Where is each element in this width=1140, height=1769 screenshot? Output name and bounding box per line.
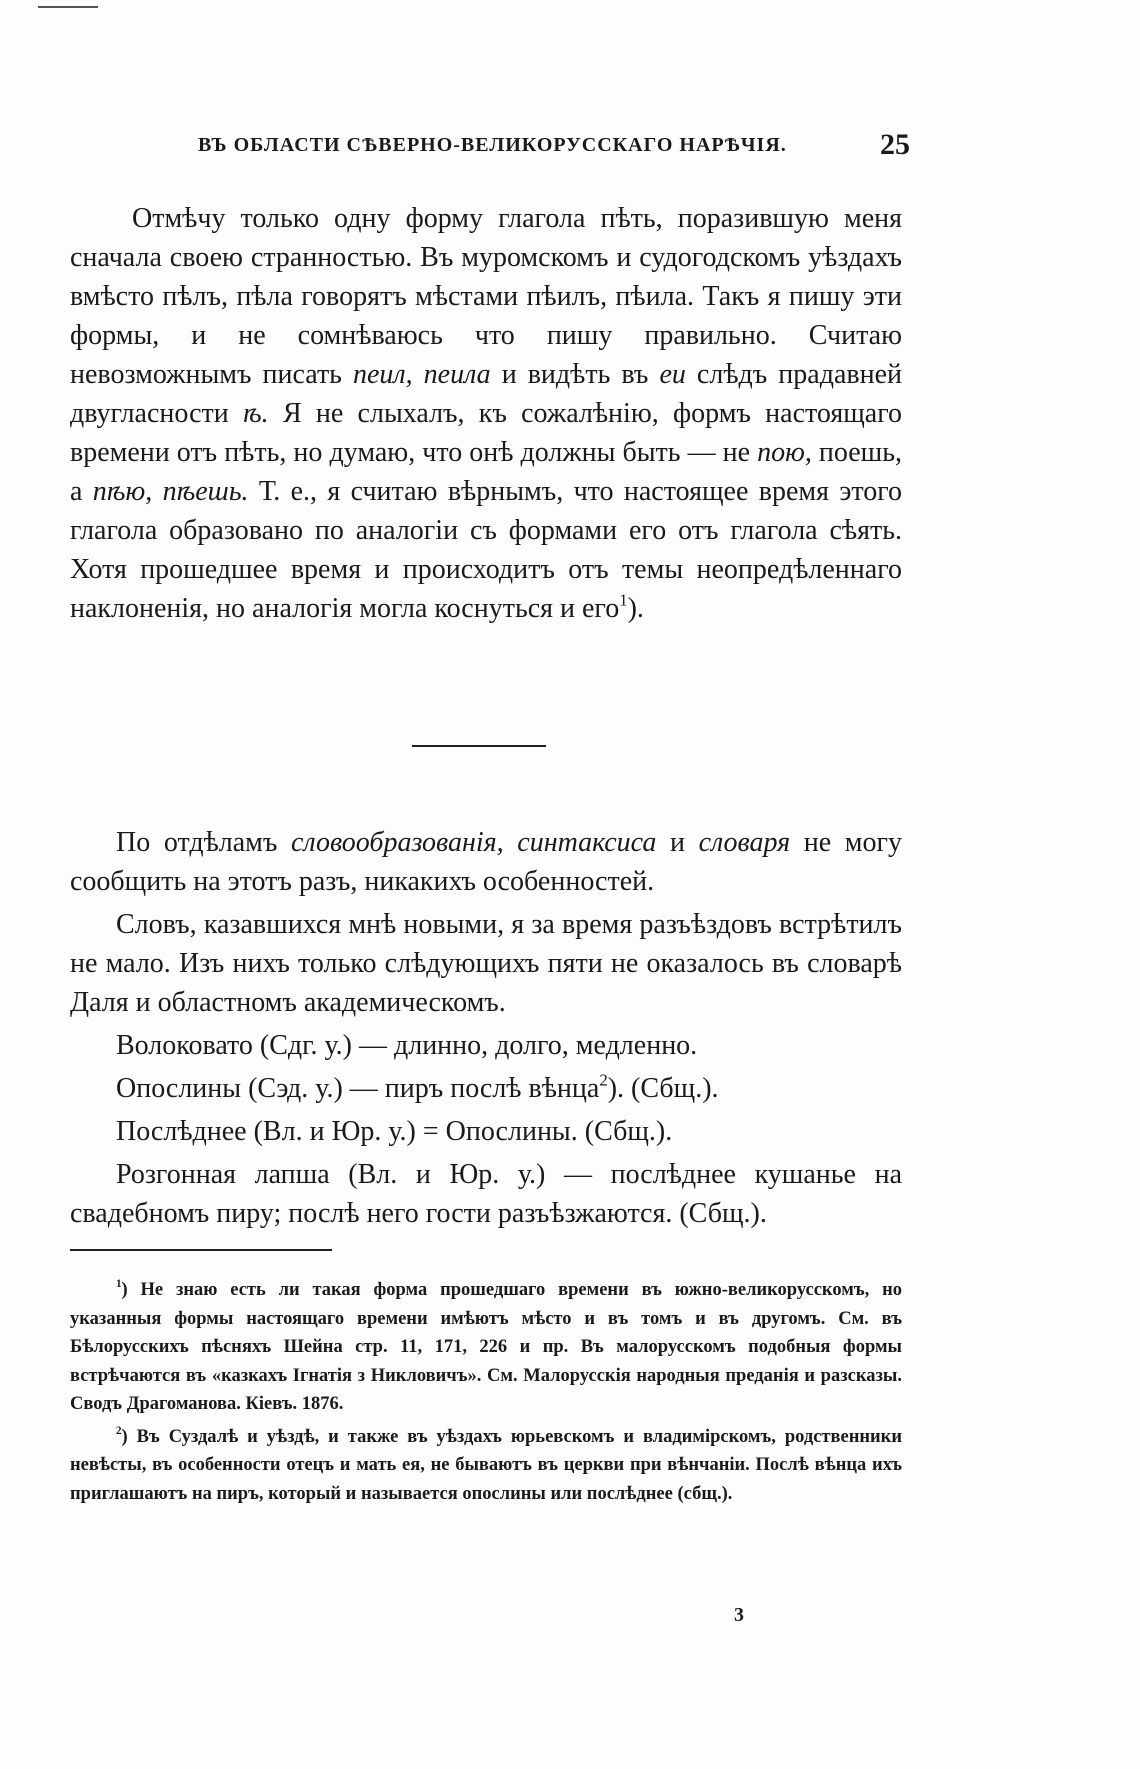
footnote-ref-2[interactable]: 2 [599,1070,608,1090]
glossary-entry [70,1069,902,1108]
paragraph-intro [70,823,902,901]
italic-run: пою, [757,437,812,468]
glossary-entry: Послѣднее (Вл. и Юр. у.) = Опослины. (Сбщ.). [116,1116,673,1147]
italic-run: словообразованія, синтаксиса [291,827,657,858]
footnote-mark: 2 [116,1424,122,1437]
paragraph-text [70,199,902,628]
footnote-2 [70,1423,902,1509]
text-run: поешь, а [70,437,902,507]
text-run: Т. е., я считаю вѣрнымъ, что настоящее время этого глагола образовано по аналогіи съ формами его отъ глагола сѣять. Хотя прошедшее время и происходитъ отъ темы неопредѣленнаго наклоненія, но аналогія могла коснуться и его [70,476,903,624]
running-head [198,128,910,174]
section-divider [412,745,546,747]
glossary-entry: Розгонная лапша (Вл. и Юр. у.) — послѣднее кушанье на свадебномъ пиру; послѣ него гости разъѣзжаются. (Сбщ.). [70,1159,902,1229]
text-run: Отмѣчу только одну форму глагола пѣть, поразившую меня сначала своею странностью. Въ муромскомъ и судогодскомъ уѣздахъ вмѣсто пѣлъ, пѣла говорятъ мѣстами пѣилъ, пѣила. Такъ я пишу эти формы, и не сомнѣваюсь что пишу правильно. Считаю невозможнымъ писать [70,203,902,390]
italic-run: пѣю, пѣешь. [92,476,249,507]
text-run: Я не слыхалъ, къ сожалѣнію, формъ настоящаго времени отъ пѣть, но думаю, что онѣ должны быть — не [70,398,902,468]
running-title: ВЪ ОБЛАСТИ СѢВЕРНО-ВЕЛИКОРУССКАГО НАРѢЧІЯ. [198,134,787,156]
paragraph-words: Словъ, казавшихся мнѣ новыми, я за время разъѣздовъ встрѣтилъ не мало. Изъ нихъ только слѣдующихъ пяти не оказалось въ словарѣ Даля и областномъ академическомъ. [70,909,902,1018]
footnote-mark: 1 [116,1278,122,1291]
footnote-1 [70,1276,902,1419]
text-run: и [656,827,699,858]
section-vocabulary [70,823,902,1233]
text-run: ). (Сбщ.). [607,1073,719,1104]
text-run: и видѣть въ [490,359,660,390]
text-run: Опослины (Сэд. у.) — пиръ послѣ вѣнца [116,1073,600,1104]
paragraph-verb-forms [70,199,902,628]
italic-run: словаря [698,827,791,858]
text-run: слѣдъ прадавней двугласности [70,359,902,429]
page-number: 25 [880,128,910,161]
footnote-text: ) Не знаю есть ли такая форма прошедшаго времени въ южно-великорусскомъ, но указанныя формы настоящаго времени имѣютъ мѣсто и въ томъ и въ другомъ. См. въ Бѣлорусскихъ пѣсняхъ Шейна стр. 11, 171, 226 и пр. Въ малорусскомъ подобныя формы встрѣчаются въ «казкахъ Ігнатія з Никловичъ». См. Малорусскія народныя преданія и разсказы. Сводъ Драгоманова. Кіевъ. 1876. [70,1280,902,1414]
footnote-ref-1[interactable]: 1 [619,590,628,610]
italic-run: пеил, пеила [353,359,491,390]
text-run: По отдѣламъ [116,827,291,858]
italic-run: ѣ. [243,398,269,429]
text-run: ). [627,593,644,624]
glossary-entry: Волоковато (Сдг. у.) — длинно, долго, медленно. [116,1030,698,1061]
footnote-rule [70,1249,332,1251]
corner-rule [38,6,98,8]
footnotes [70,1276,902,1512]
footnote-text: ) Въ Суздалѣ и уѣздѣ, и также въ уѣздахъ юрьевскомъ и владимірскомъ, родственники невѣсты, въ особенности отецъ и мать ея, не бываютъ въ церкви при вѣнчаніи. Послѣ вѣнца ихъ приглашаютъ на пиръ, который и называется опослины или послѣднее (сбщ.). [70,1426,902,1504]
text-run: не могу сообщить на этотъ разъ, никакихъ особенностей. [70,827,902,897]
signature-mark: 3 [734,1604,744,1626]
italic-run: еи [659,359,686,390]
